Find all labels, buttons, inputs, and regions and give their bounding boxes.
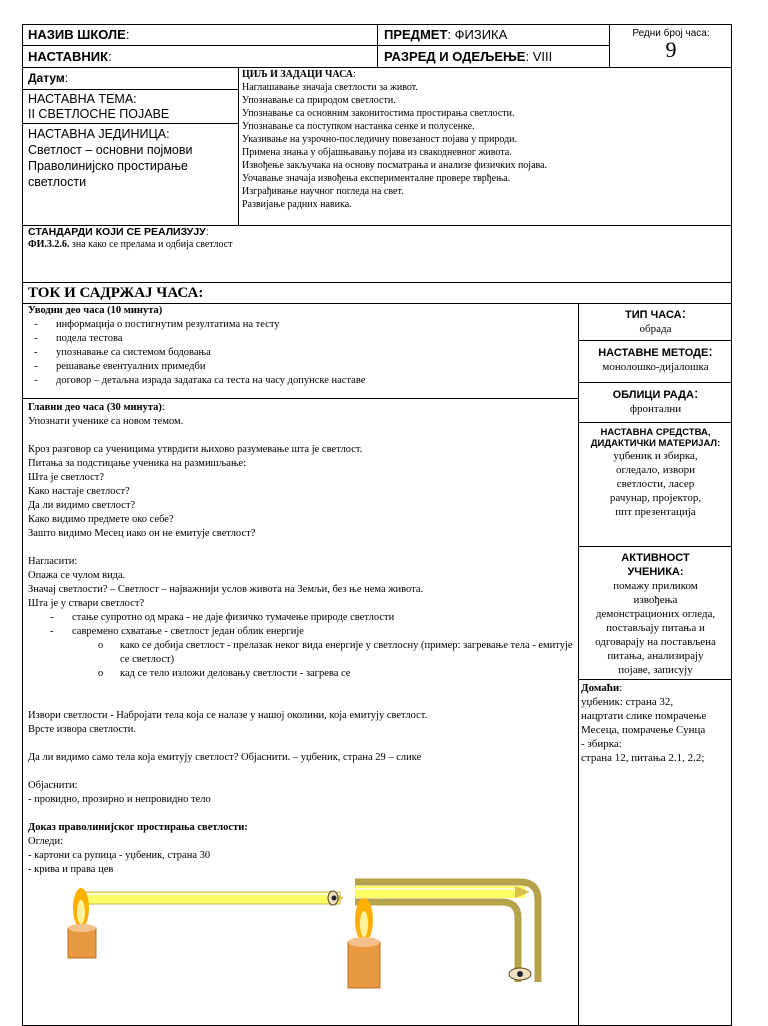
question2: Да ли видимо само тела која емитују светлост? Објаснити. – уџбеник, страна 29 – слике (28, 752, 422, 763)
lesson-number-box (610, 24, 732, 68)
sub-item: савремено схватање - светлост један облик енергије (72, 626, 304, 637)
forms-label: ОБЛИЦИ РАДА (612, 389, 694, 401)
light-experiment-illustration (60, 872, 550, 1022)
intro-item: - информација о постигнутим резултатима на тесту (28, 318, 576, 332)
activity-line: извођења (633, 594, 678, 606)
main-title: Главни део часа (30 минута) (28, 402, 162, 413)
proof-title: Доказ праволинијског простирања светлости: (28, 822, 248, 833)
materials-line: ппт презентација (615, 506, 696, 518)
materials-section: НАСТАВНА СРЕДСТВА, ДИДАКТИЧКИ МАТЕРИЈАЛ: уџбеник и збирка, огледало, извори светлости, ласер рачунар, пројектор, ппт презентација (579, 423, 732, 547)
experiment-item: - картони са рупица - уџбеник, страна 30 (28, 850, 211, 861)
goal-item: Уочавање значаја извођења експерименталне провере тврђења. (242, 173, 511, 184)
intro-section (28, 304, 576, 388)
goals-title: ЦИЉ И ЗАДАЦИ ЧАСА (242, 69, 354, 80)
methods-value: монолошко-дијалошка (602, 361, 709, 373)
topic-label: НАСТАВНА ТЕМА (28, 92, 134, 106)
grade-value: VIII (532, 49, 553, 64)
experiment-item: - крива и права цев (28, 864, 114, 875)
materials-line: рачунар, пројектор, (609, 492, 702, 504)
subject-field: ПРЕДМЕТ: ФИЗИКА (378, 24, 610, 46)
date-field: Датум: (22, 68, 239, 90)
emph-line: Шта је у ствари светлост? (28, 598, 145, 609)
homework-line: - збирка: (581, 738, 622, 750)
teacher-label: НАСТАВНИК (28, 49, 109, 64)
grade-label: РАЗРЕД И ОДЕЉЕЊЕ (384, 49, 526, 64)
standards-title: СТАНДАРДИ КОЈИ СЕ РЕАЛИЗУЈУ (28, 226, 206, 238)
goal-item: Упознавање са поступком настанка сенке и полусенке. (242, 121, 475, 132)
subject-value: ФИЗИКА (454, 27, 508, 42)
standards-text: зна како се прелама и одбија светлост (71, 239, 233, 250)
main-p3: Питања за подстицање ученика на размишљање: (28, 458, 247, 469)
homework-line: нацртати слике помрачење (581, 710, 707, 722)
teacher-field: НАСТАВНИК: (22, 46, 378, 68)
goal-item: Примена знања у објашњавању појава из свакодневног живота. (242, 147, 512, 158)
candle-icon (348, 898, 380, 988)
unit-field: НАСТАВНА ЈЕДИНИЦА: Светлост – основни појмови Праволинијско простирање светлости (22, 124, 239, 225)
question-item: Шта је светлост? (28, 472, 105, 483)
topic-value: II СВЕТЛОСНЕ ПОЈАВЕ (28, 107, 170, 121)
subsub-item: како се добија светлост - прелазак неког вида енергије у светлосну (пример: загревање тела - емитује се светлост) (120, 640, 573, 665)
intro-item: - упознавање са системом бодовања (28, 346, 576, 360)
materials-line: огледало, извори (616, 464, 695, 476)
homework-label: Домаћи (581, 682, 620, 694)
materials-line: светлости, ласер (616, 478, 695, 490)
emph-line: Значај светлости? – Светлост – најважнији услов живота на Земљи, без ње нема живота. (28, 584, 424, 595)
goal-item: Извођење закључака на основу посматрања и анализе физичких појава. (242, 160, 548, 171)
goal-item: Упознавање са природом светлости. (242, 95, 396, 106)
question-item: Зашто видимо Месец иако он не емитује светлост? (28, 528, 256, 539)
grade-field: РАЗРЕД И ОДЕЉЕЊЕ: VIII (378, 46, 610, 68)
question-item: Како настаје светлост? (28, 486, 130, 497)
materials-line: уџбеник и збирка, (613, 450, 698, 462)
activity-line: демонстрационих огледа, (595, 608, 716, 620)
activity-line: питања, анализирају (607, 650, 704, 662)
materials-label: НАСТАВНА СРЕДСТВА, ДИДАКТИЧКИ МАТЕРИЈАЛ (590, 427, 718, 449)
goal-item: Наглашавање значаја светлости за живот. (242, 82, 418, 93)
explain-label: Објаснити: (28, 780, 78, 791)
goal-item: Развијање радних навика. (242, 199, 352, 210)
type-section: ТИП ЧАСА: обрада (579, 303, 732, 341)
homework-section: Домаћи: уџбеник: страна 32, нацртати слике помрачење Месеца, помрачење Сунца - збирка: страна 12, питања 2.1, 2.2; (580, 681, 732, 765)
unit-line: Праволинијско простирање (28, 159, 188, 173)
explain-line: - провидно, прозирно и непровидно тело (28, 794, 211, 805)
curved-tube (355, 882, 538, 982)
experiments-label: Огледи: (28, 836, 63, 847)
activity-line: постављају питања и (606, 622, 705, 634)
goal-item: Указивање на узрочно-последичну повезаност појава у природи. (242, 134, 518, 145)
forms-section: ОБЛИЦИ РАДА: фронтални (579, 383, 732, 423)
goals-section: ЦИЉ И ЗАДАЦИ ЧАСА: Наглашавање значаја светлости за живот. Упознавање са природом светлости. Упознавање са основним законитостима простирања светлости. Упознавање са поступком настанка сенке и полусенке. Указивање на узрочно-последичну повезаност појава у природи. Примена знања у објашњавању појава из свакодневног живота. Извођење закључака на основу посматрања и анализе физичких појава. Уочавање значаја извођења експерименталне провере тврђења. Изграђивање научног погледа на свет. Развијање радних навика. (242, 68, 602, 211)
intro-item: - договор – детаљна израда задатака са теста на часу допунске наставе (28, 374, 576, 388)
straight-tube (82, 890, 344, 906)
homework-line: Месеца, помрачење Сунца (581, 724, 706, 736)
goal-item: Упознавање са основним законитостима простирања светлости. (242, 108, 515, 119)
homework-line: уџбеник: страна 32, (581, 696, 674, 708)
unit-line: светлости (28, 175, 87, 189)
standards-section: СТАНДАРДИ КОЈИ СЕ РЕАЛИЗУЈУ: ФИ.3.2.6. зна како се прелама и одбија светлост (22, 225, 732, 283)
emph-line: Опажа се чулом вида. (28, 570, 126, 581)
emph-label: Нагласити: (28, 556, 78, 567)
topic-field: НАСТАВНА ТЕМА: II СВЕТЛОСНЕ ПОЈАВЕ (22, 90, 239, 124)
question-item: Како видимо предмете око себе? (28, 514, 174, 525)
eye-icon (509, 968, 531, 980)
flow-title: ТОК И САДРЖАЈ ЧАСА: (28, 285, 204, 301)
main-p2: Кроз разговор са ученицима утврдити њихово разумевање шта је светлост. (28, 444, 363, 455)
forms-value: фронтални (629, 403, 682, 415)
main-section: Главни део часа (30 минута): Упознати ученике са новом темом. Кроз разговор са ученицима утврдити њихово разумевање шта је светлост. Питања за подстицање ученика на размишљање: Шта је светлост? Како настаје светлост? Да ли видимо светлост? Како видимо предмете око себе? Зашто видимо Месец иако он не емитује светлост? Нагласити: Опажа се чулом вида. Значај светлости? – Светлост – најважнији услов живота на Земљи, без ње нема живота. Шта је у ствари светлост? - стање супротно од мрака - не даје физичко тумачење природе светлости - савремено схватање - светлост један облик енергије o како се добија светлост - прелазак неког вида енергије у светлосну (пример: загревање тела - емитује се светлост) o кад се тело изложи деловању светлости - загрева се Извори светлости - Набројати тела која се налазе у нашој околини, која емитују светлост. Врсте извора светлости. Да ли видимо само тела која емитују светлост? Објаснити. – уџбеник, страна 29 – слике Објаснити: - провидно, прозирно и непровидно тело Доказ праволинијског простирања светлости: Огледи: - картони са рупица - уџбеник, страна 30 - крива и права цев (28, 401, 576, 877)
methods-label: НАСТАВНЕ МЕТОДЕ (598, 347, 709, 359)
subject-label: ПРЕДМЕТ (384, 27, 448, 42)
homework-line: страна 12, питања 2.1, 2.2; (581, 752, 705, 764)
type-value: обрада (639, 323, 672, 335)
type-label: ТИП ЧАСА (624, 309, 682, 321)
subsub-item: кад се тело изложи деловању светлости - загрева се (120, 668, 351, 679)
unit-label: НАСТАВНА ЈЕДИНИЦА (28, 127, 167, 141)
methods-section: НАСТАВНЕ МЕТОДЕ: монолошко-дијалошка (579, 341, 732, 383)
intro-item: - решавање евентуалних примедби (28, 360, 576, 374)
activity-section: АКТИВНОСТ УЧЕНИКА: помажу приликом извођења демонстрационих огледа, постављају питања и одговарају на постављена питања, анализирају појаве, записују (579, 547, 732, 680)
date-label: Датум (28, 71, 65, 85)
unit-line: Светлост – основни појмови (28, 143, 193, 157)
activity-line: одговарају на постављена (595, 636, 716, 648)
activity-line: помажу приликом (613, 580, 698, 592)
lesson-number-label: Редни број часа: (632, 28, 710, 39)
question-item: Да ли видимо светлост? (28, 500, 136, 511)
intro-title: Уводни део часа (10 минута) (28, 305, 163, 316)
sources-line: Извори светлости - Набројати тела која се налазе у нашој околини, која емитују светлост. (28, 710, 428, 721)
activity-line: појаве, записују (618, 664, 693, 676)
school-field: НАЗИВ ШКОЛЕ: (22, 24, 378, 46)
standards-code: ФИ.3.2.6. (28, 239, 70, 250)
main-p1: Упознати ученике са новом темом. (28, 416, 184, 427)
eye-icon (328, 891, 338, 905)
school-label: НАЗИВ ШКОЛЕ (28, 27, 126, 42)
goal-item: Изграђивање научног погледа на свет. (242, 186, 404, 197)
activity-label: АКТИВНОСТ УЧЕНИКА (621, 552, 690, 578)
sources-line: Врсте извора светлости. (28, 724, 137, 735)
sub-item: стање супротно од мрака - не даје физичко тумачење природе светлости (72, 612, 395, 623)
intro-item: - подела тестова (28, 332, 576, 346)
lesson-number-value: 9 (665, 37, 677, 62)
